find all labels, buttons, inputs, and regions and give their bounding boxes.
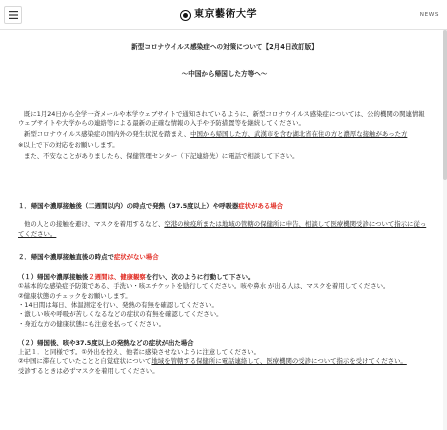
intro-section: [18, 110, 431, 161]
article-title: 新型コロナウイルス感染症への対策について【2月4日改訂版】: [131, 43, 318, 51]
section-2-heading-highlight: 症状がない場合: [113, 252, 159, 261]
subsection-2-line-2-underlined: 地域を管轄する保健所に電話連絡して、医療機関の受診について指示を受けてください。: [151, 357, 407, 366]
section-1-heading: [18, 202, 431, 211]
subsection-1-heading: [18, 273, 431, 282]
list-item: ②健康状態のチェックをお願いします。: [18, 291, 132, 300]
section-2-heading: [18, 253, 431, 262]
subsection-1-heading-tail: を行い、次のように行動して下さい。: [145, 273, 255, 282]
news-link[interactable]: NEWS: [419, 12, 439, 18]
intro-paragraph-2-text: 新型コロナウイルス感染症の国内外の発生状況を踏まえ、: [24, 130, 191, 139]
subsection-2-line-1: 上記１．と同様です。①外出を控え、他者に感染させないように注意してください。: [18, 348, 261, 357]
hamburger-menu-icon: [9, 11, 18, 19]
list-item: ①基本的な感染症予防策である、手洗い・咳エチケットを励行してください。咳や鼻水 が出る人は、マスクを着用してください。: [18, 282, 390, 291]
subsection-1-list: [18, 282, 431, 328]
list-item: ・激しい咳や呼吸が苦しくなるなどの症状の有無を確認してください。: [18, 310, 223, 319]
list-item: ・身近な方の健康状態にも注意を払ってください。: [18, 319, 165, 328]
section-2-heading-text: ２．帰国や濃厚接触直後の時点で: [18, 252, 114, 261]
site-header: [0, 0, 447, 30]
article-subtitle: 〜中国から帰国した方等へ〜: [181, 69, 268, 78]
subsection-2-line-2-text: ②中国に滞在していたことと自覚症状について: [18, 357, 152, 366]
subsection-2-line-3: 受診するときは必ずマスクを着用してください。: [18, 366, 159, 375]
section-1-body-underlined: 空港の検疫所または地域の管轄の保健所に申告、相談して医療機関受診について指示に従ってください。: [18, 220, 427, 238]
list-item: ・14日間は毎日、体温測定を行い、発熱の有無を確認してください。: [18, 300, 218, 309]
intro-paragraph-1: 既に1月24日から全学一斉メールや本学ウェブサイトで通知されているように、新型コロナウイルス感染症については、公的機関の関連情報ウェブサイトや大学からの連絡等による最新の正確な情報の入手や予防措置等を継続してください。: [18, 110, 425, 128]
subsection-1-heading-text: （１）帰国や濃厚接触後: [18, 273, 89, 282]
logo-text: 東京藝術大学: [194, 9, 257, 20]
intro-paragraph-2-note: ※以上で下の対応をお願いします。: [18, 140, 119, 149]
intro-paragraph-2-underlined: 中国から帰国した方、武漢市を含む湖北省在住の方と濃厚な接触があった方: [190, 130, 408, 139]
subsection-1-heading-highlight: ２週間は、健康観察: [88, 273, 146, 282]
section-1-body: [18, 220, 431, 239]
scrollbar-thumb[interactable]: [443, 30, 447, 180]
subsection-2-heading: （２）帰国後、咳や37.5度以上の発熱などの症状が出た場合: [18, 338, 194, 347]
section-1-body-text: 他の人との接触を避け、マスクを着用するなど、: [24, 220, 165, 229]
menu-button[interactable]: [4, 6, 22, 24]
intro-paragraph-3: また、不安なことがありましたら、保健管理センター（下記連絡先）に電話で相談して下さい。: [24, 151, 299, 160]
university-seal-icon: [180, 10, 191, 21]
section-1-heading-text: １．帰国や濃厚接触後（二週間以内）の時点で発熱（37.5度以上）や呼吸器: [18, 202, 239, 210]
subsection-2-line-2: [18, 357, 431, 366]
intro-paragraph-2: [18, 130, 431, 139]
site-logo[interactable]: [180, 8, 257, 23]
article-content: [18, 30, 431, 376]
subsection-2-body: [18, 348, 431, 376]
scrollbar[interactable]: [443, 30, 447, 430]
section-1-heading-highlight: 症状がある場合: [238, 202, 284, 210]
